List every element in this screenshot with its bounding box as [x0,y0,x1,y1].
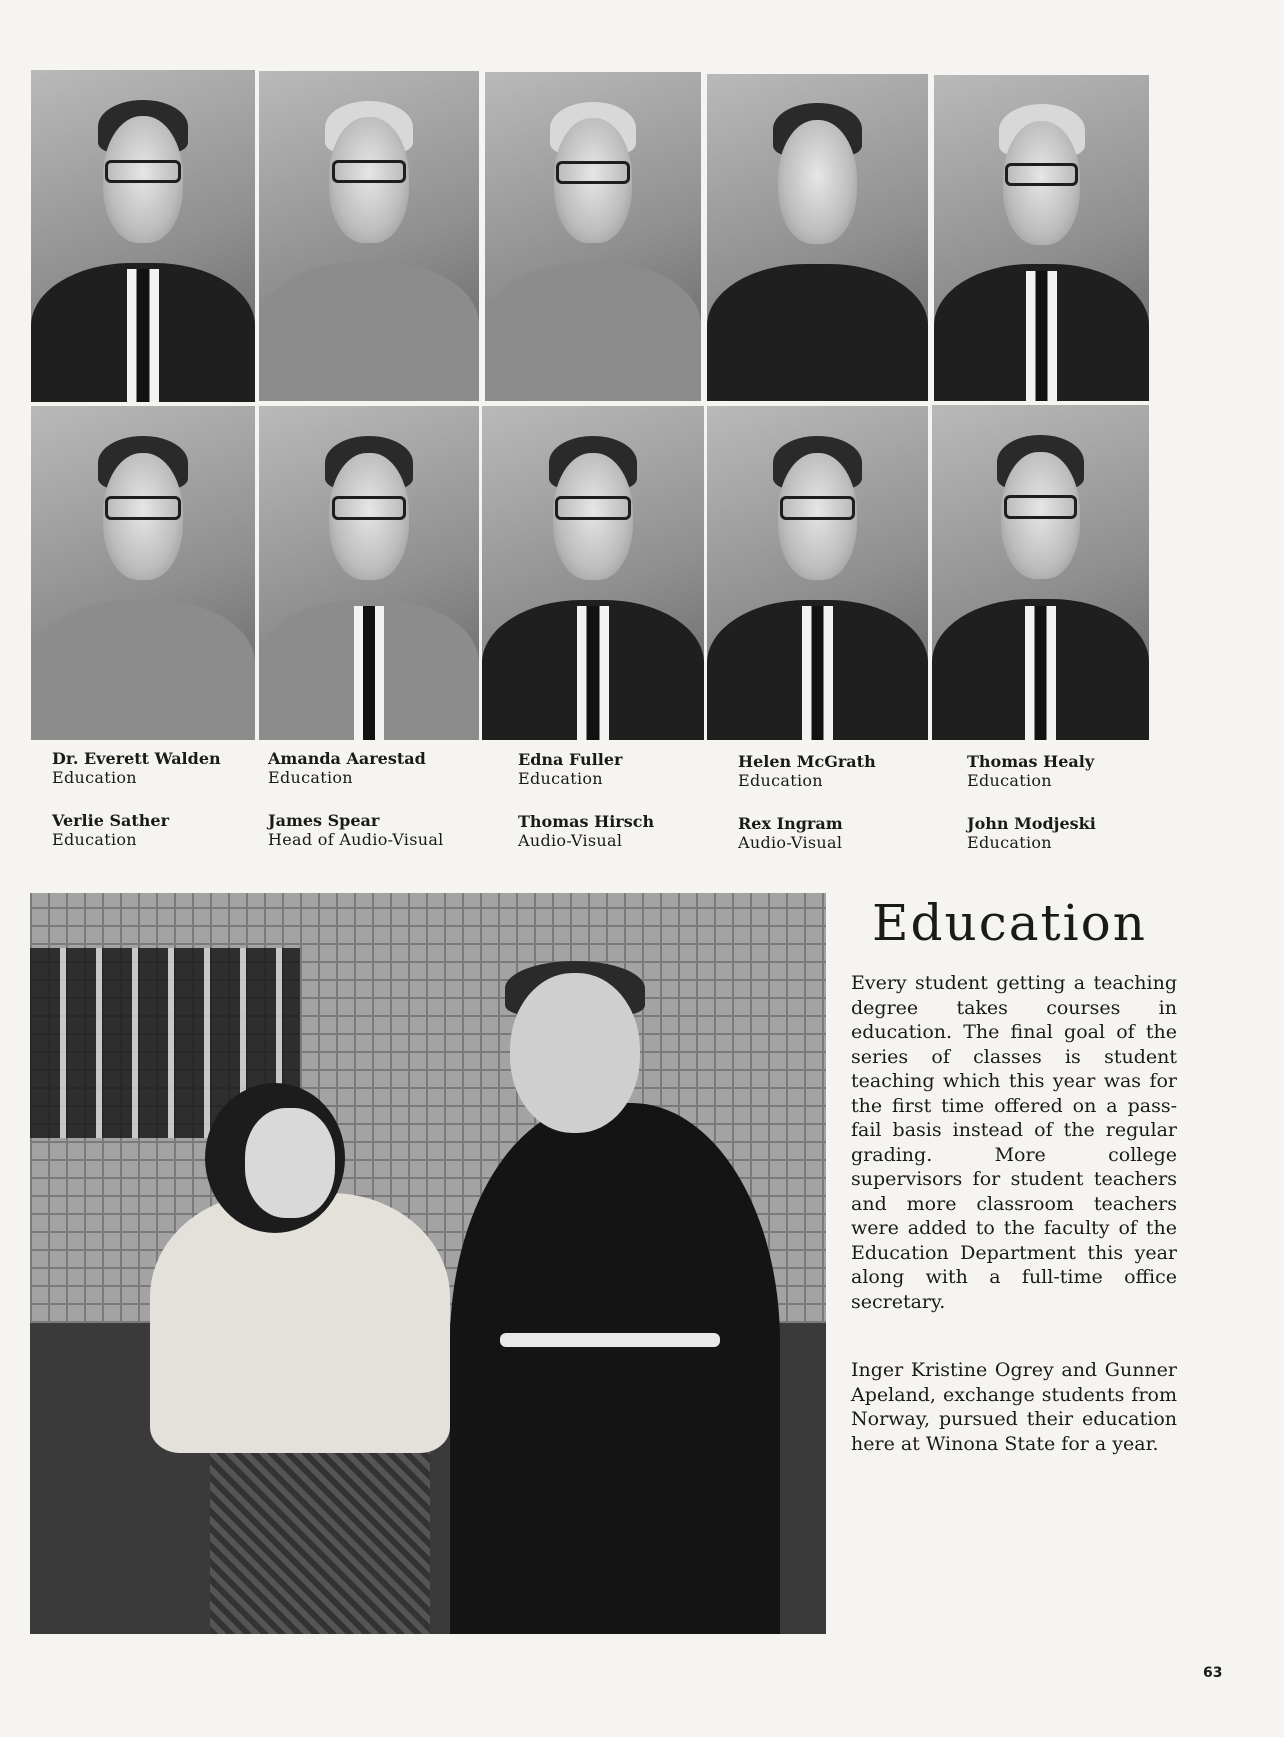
faculty-department: Audio-Visual [518,831,623,850]
faculty-name: Thomas Hirsch [518,812,655,831]
portrait-verlie-sather [31,406,255,740]
portrait-james-spear [259,406,479,740]
faculty-department: Education [52,768,137,787]
faculty-name: Verlie Sather [52,811,170,830]
faculty-name: Dr. Everett Walden [52,749,221,768]
faculty-department: Head of Audio-Visual [268,830,444,849]
portrait-amanda-aarestad [259,71,479,401]
caption-edna-fuller [518,750,622,788]
portrait-john-modjeski [932,405,1149,740]
portrait-thomas-hirsch [482,406,704,740]
faculty-department: Education [738,771,823,790]
article-body: Every student getting a teaching degree takes courses in education. The final goal of the series of classes is student teaching which this year was for the first time offered on a pass-fail basis instead of the regular grading. More college supervisors for student teachers and more classroom teachers were added to the faculty of the Education Department this year along with a full-time office secretary. [851,972,1177,1313]
faculty-name: Edna Fuller [518,750,623,769]
caption-thomas-hirsch [518,812,654,850]
portrait-helen-mcgrath [707,74,928,401]
faculty-department: Education [52,830,137,849]
faculty-name: James Spear [268,811,380,830]
faculty-department: Audio-Visual [738,833,843,852]
portrait-edna-fuller [485,72,701,401]
portrait-rex-ingram [707,406,928,740]
faculty-department: Education [518,769,603,788]
exchange-students-photo [30,893,826,1634]
caption-john-modjeski [967,814,1096,852]
caption-thomas-healy [967,752,1094,790]
page-number: 63 [1203,1665,1223,1681]
caption-rex-ingram [738,814,843,852]
faculty-name: John Modjeski [967,814,1096,833]
photo-caption: Inger Kristine Ogrey and Gunner Apeland, exchange students from Norway, pursued their education here at Winona State for a year. [851,1359,1177,1455]
caption-helen-mcgrath [738,752,876,790]
page-title: Education [872,894,1147,952]
faculty-name: Helen McGrath [738,752,876,771]
portrait-everett-walden [31,70,255,402]
faculty-department: Education [268,768,353,787]
caption-amanda-aarestad [268,749,426,787]
faculty-name: Rex Ingram [738,814,843,833]
caption-verlie-sather [52,811,169,849]
faculty-department: Education [967,833,1052,852]
portrait-thomas-healy [934,75,1149,401]
caption-everett-walden [52,749,221,787]
faculty-department: Education [967,771,1052,790]
faculty-name: Thomas Healy [967,752,1095,771]
faculty-name: Amanda Aarestad [268,749,426,768]
caption-james-spear [268,811,444,849]
